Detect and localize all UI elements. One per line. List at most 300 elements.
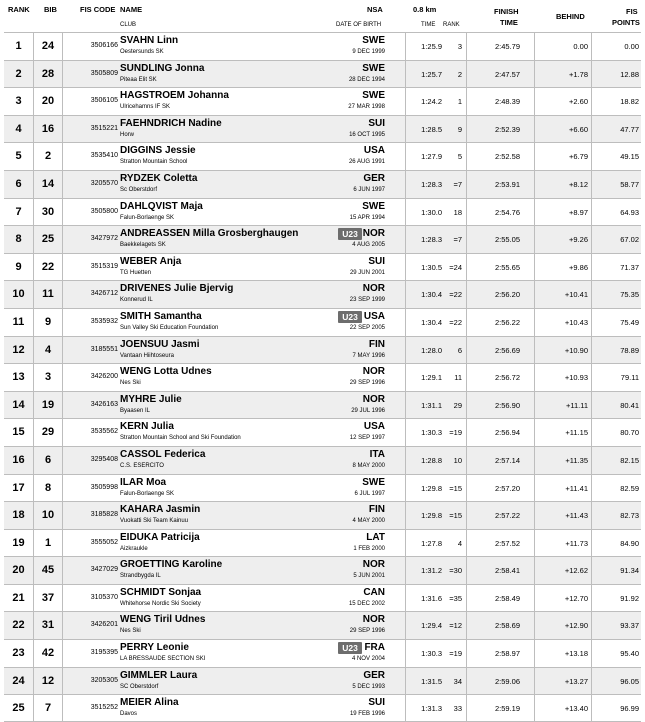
rank-cell: 24: [12, 674, 25, 687]
fis-code-cell: 3506166: [90, 42, 118, 49]
date-of-birth: 19 FEB 1996: [349, 711, 385, 718]
rank-cell: 11: [12, 315, 25, 328]
bib-cell: 4: [44, 343, 52, 356]
nsa-code: NOR: [362, 228, 385, 240]
athlete-name: RYDZEK Coletta: [120, 172, 198, 184]
table-row: [4, 639, 641, 667]
club-name: Falun-Borlaenge SK: [120, 214, 175, 221]
fis-code-cell: 3555052: [90, 538, 118, 546]
fis-code-cell: 3426200: [90, 373, 118, 381]
column-divider: [33, 254, 34, 281]
column-divider: [466, 640, 467, 667]
column-divider: [466, 585, 467, 612]
column-divider: [33, 226, 34, 253]
fis-code-cell: 3426201: [90, 621, 118, 629]
bib-cell: 2: [44, 150, 52, 163]
split-time: 1:25.9: [421, 42, 442, 51]
split-rank: =22: [449, 317, 462, 327]
column-divider: [591, 199, 592, 226]
finish-time: 2:55.65: [494, 262, 520, 272]
column-divider: [534, 143, 535, 170]
time-behind: +8.12: [569, 179, 588, 189]
header-nsa: NSA: [367, 5, 383, 14]
column-divider: [466, 530, 467, 557]
bib-cell: 30: [41, 205, 55, 218]
rank-cell: 17: [12, 481, 25, 494]
split-time: 1:24.2: [421, 97, 442, 107]
column-divider: [466, 447, 467, 474]
nsa-code: USA: [363, 310, 385, 322]
bib-cell: 14: [41, 177, 55, 190]
column-divider: [591, 585, 592, 612]
split-time: 1:29.8: [421, 511, 442, 521]
date-of-birth: 29 JUL 1996: [351, 407, 385, 414]
finish-time: 2:56.94: [494, 428, 520, 438]
fis-code-cell: 3505998: [90, 483, 118, 491]
date-of-birth: 5 DEC 1993: [352, 683, 385, 690]
nsa-code: CAN: [363, 586, 385, 598]
fis-code-cell: 3205305: [90, 676, 118, 684]
column-divider: [591, 116, 592, 143]
column-divider: [33, 585, 34, 612]
column-divider: [33, 171, 34, 198]
column-divider: [591, 475, 592, 502]
column-divider: [62, 612, 63, 639]
column-divider: [534, 309, 535, 336]
column-divider: [466, 695, 467, 721]
split-rank: 33: [453, 704, 462, 714]
nsa-code: SWE: [362, 476, 385, 488]
column-divider: [534, 33, 535, 60]
column-divider: [62, 447, 63, 474]
column-divider: [591, 695, 592, 721]
column-divider: [534, 61, 535, 88]
column-divider: [466, 61, 467, 88]
nsa-code: SWE: [362, 62, 385, 74]
rank-cell: 23: [12, 647, 25, 660]
time-behind: +11.41: [565, 483, 588, 493]
header-behind: BEHIND: [556, 12, 585, 21]
nsa-code: NOR: [362, 283, 385, 295]
header-club: CLUB: [120, 22, 137, 28]
nsa-code: SWE: [362, 200, 385, 212]
finish-time: 2:45.79: [494, 42, 520, 51]
column-divider: [62, 88, 63, 115]
u23-badge: U23: [338, 642, 362, 654]
column-divider: [534, 612, 535, 639]
column-divider: [33, 281, 34, 308]
column-divider: [591, 447, 592, 474]
split-time: 1:28.5: [421, 124, 442, 134]
time-behind: +11.35: [565, 455, 588, 465]
finish-time: 2:52.58: [494, 152, 520, 162]
club-name: Stratton Mountain School and Ski Foundation: [120, 435, 241, 442]
athlete-name: EIDUKA Patricija: [120, 531, 200, 543]
column-divider: [62, 199, 63, 226]
table-row: [4, 32, 641, 60]
club-name: SC Oberstdorf: [120, 683, 159, 690]
table-row: [4, 115, 641, 143]
date-of-birth: 8 MAY 2000: [352, 462, 385, 469]
column-divider: [534, 557, 535, 584]
split-time: 1:27.9: [421, 152, 442, 162]
fis-points: 91.34: [620, 566, 639, 576]
column-divider: [62, 309, 63, 336]
rank-cell: 21: [12, 591, 25, 604]
rank-cell: 2: [15, 67, 22, 80]
column-divider: [591, 337, 592, 364]
athlete-name: KERN Julia: [120, 421, 174, 433]
athlete-name: JOENSUU Jasmi: [120, 338, 200, 350]
rank-cell: 8: [15, 233, 22, 246]
time-behind: +11.73: [565, 538, 588, 548]
split-time: 1:29.4: [421, 621, 442, 631]
rank-cell: 13: [12, 371, 25, 384]
nsa-code: USA: [363, 145, 385, 157]
column-divider: [466, 199, 467, 226]
athlete-name: MYHRE Julie: [120, 393, 182, 405]
fis-points: 71.37: [620, 262, 639, 272]
fis-points: 96.05: [620, 676, 639, 686]
split-time: 1:30.3: [421, 649, 442, 659]
athlete-name: SUNDLING Jonna: [120, 62, 205, 74]
athlete-name: MEIER Alina: [120, 697, 179, 709]
split-time: 1:31.5: [421, 676, 442, 686]
finish-time: 2:56.90: [494, 400, 520, 410]
column-divider: [33, 143, 34, 170]
split-rank: =15: [449, 483, 462, 493]
table-row: [4, 170, 641, 198]
column-divider: [62, 557, 63, 584]
nsa-code: NOR: [362, 614, 385, 626]
athlete-name: FAEHNDRICH Nadine: [120, 117, 222, 129]
column-divider: [534, 447, 535, 474]
fis-points: 64.93: [620, 207, 639, 217]
nsa-code: NOR: [362, 559, 385, 571]
fis-points: 58.77: [620, 179, 639, 189]
club-name: Stratton Mountain School: [120, 159, 188, 166]
header-rank: RANK: [8, 5, 30, 14]
column-divider: [33, 447, 34, 474]
column-divider: [534, 419, 535, 446]
fis-code-cell: 3505800: [90, 207, 118, 215]
rank-cell: 25: [12, 702, 25, 715]
column-divider: [591, 612, 592, 639]
split-rank: 9: [457, 124, 462, 134]
time-behind: +10.43: [564, 317, 588, 327]
bib-cell: 25: [41, 233, 55, 246]
club-name: TG Huetten: [120, 269, 152, 276]
date-of-birth: 29 SEP 1996: [349, 380, 385, 387]
column-divider: [466, 612, 467, 639]
fis-code-cell: 3515252: [90, 704, 118, 712]
column-divider: [62, 337, 63, 364]
table-row: [4, 529, 641, 557]
column-divider: [62, 640, 63, 667]
club-name: Whitehorse Nordic Ski Society: [120, 600, 201, 607]
column-divider: [62, 226, 63, 253]
athlete-name: CASSOL Federica: [120, 448, 206, 460]
bib-cell: 28: [41, 67, 55, 80]
bib-cell: 10: [41, 509, 55, 522]
split-rank: =22: [449, 290, 462, 300]
fis-points: 12.88: [620, 69, 639, 79]
column-divider: [534, 88, 535, 115]
date-of-birth: 6 JUL 1997: [354, 490, 385, 497]
athlete-name: SMITH Samantha: [120, 310, 202, 322]
date-of-birth: 26 AUG 1991: [348, 159, 385, 166]
fis-code-cell: 3105370: [90, 593, 118, 601]
split-time: 1:31.6: [421, 593, 442, 603]
column-divider: [534, 254, 535, 281]
column-divider: [591, 364, 592, 391]
finish-time: 2:57.14: [494, 455, 520, 465]
column-divider: [33, 309, 34, 336]
finish-time: 2:53.91: [494, 179, 520, 189]
fis-code-cell: 3427029: [90, 566, 118, 574]
split-time: 1:30.0: [421, 207, 442, 217]
fis-points: 93.37: [620, 621, 639, 631]
column-divider: [534, 530, 535, 557]
bib-cell: 11: [42, 288, 54, 301]
column-divider: [591, 502, 592, 529]
split-rank: =12: [449, 621, 462, 631]
time-behind: +2.60: [569, 97, 588, 107]
club-name: Konnerud IL: [120, 297, 153, 304]
column-divider: [33, 392, 34, 419]
column-divider: [62, 530, 63, 557]
split-rank: =15: [449, 511, 462, 521]
finish-time: 2:58.97: [494, 649, 520, 659]
nsa-code: NOR: [362, 393, 385, 405]
fis-points: 91.92: [620, 593, 639, 603]
time-behind: +10.41: [564, 290, 588, 300]
rank-cell: 14: [12, 398, 25, 411]
column-divider: [534, 116, 535, 143]
split-rank: 4: [457, 538, 462, 548]
finish-time: 2:55.05: [494, 235, 520, 245]
column-divider: [466, 668, 467, 695]
fis-points: 82.59: [620, 483, 639, 493]
column-divider: [33, 640, 34, 667]
split-rank: 34: [453, 676, 462, 686]
column-divider: [466, 88, 467, 115]
bib-cell: 20: [41, 95, 55, 108]
table-row: [4, 584, 641, 612]
fis-points: 75.35: [620, 290, 639, 300]
time-behind: +12.90: [564, 621, 588, 631]
column-divider: [591, 530, 592, 557]
bib-cell: 45: [41, 564, 55, 577]
split-rank: =24: [449, 262, 462, 272]
column-divider: [33, 475, 34, 502]
nsa-code: FIN: [368, 338, 385, 350]
column-divider: [591, 668, 592, 695]
fis-points: 84.90: [620, 538, 639, 548]
club-name: Horw: [120, 131, 135, 138]
athlete-name: WENG Lotta Udnes: [120, 366, 212, 378]
fis-code-cell: 3426712: [90, 290, 118, 298]
club-name: Byaasen IL: [120, 407, 151, 414]
bib-cell: 24: [41, 40, 55, 52]
column-divider: [466, 143, 467, 170]
date-of-birth: 27 MAR 1998: [348, 104, 385, 111]
column-divider: [534, 364, 535, 391]
fis-points: 49.15: [620, 152, 639, 162]
column-divider: [591, 392, 592, 419]
table-row: [4, 198, 641, 226]
fis-code-cell: 3505809: [90, 69, 118, 77]
fis-points: 80.70: [620, 428, 639, 438]
date-of-birth: 23 SEP 1999: [349, 297, 385, 304]
column-divider: [62, 281, 63, 308]
fis-points: 96.99: [620, 704, 639, 714]
header-split-distance: 0.8 km: [413, 5, 437, 14]
fis-points: 67.02: [620, 235, 639, 245]
club-name: Sc Oberstdorf: [120, 186, 158, 193]
finish-time: 2:56.20: [494, 290, 520, 300]
athlete-name: SCHMIDT Sonjaa: [120, 586, 202, 598]
split-time: 1:29.1: [421, 373, 442, 383]
column-divider: [466, 254, 467, 281]
date-of-birth: 12 SEP 1997: [349, 435, 385, 442]
time-behind: +11.15: [565, 428, 588, 438]
bib-cell: 9: [44, 315, 52, 328]
bib-cell: 1: [44, 536, 52, 549]
time-behind: +12.62: [564, 566, 588, 576]
athlete-name: ILAR Moa: [120, 476, 167, 488]
column-divider: [591, 88, 592, 115]
split-rank: 11: [454, 373, 462, 383]
rank-cell: 22: [12, 619, 25, 632]
split-rank: 6: [457, 345, 462, 355]
nsa-code: SUI: [368, 117, 385, 129]
club-name: Baekkelagets SK: [120, 242, 166, 249]
column-divider: [62, 695, 63, 721]
nsa-code: SUI: [368, 255, 385, 267]
fis-points: 75.49: [620, 317, 639, 327]
athlete-name: GIMMLER Laura: [120, 669, 198, 681]
column-divider: [62, 171, 63, 198]
results-table: [4, 32, 641, 722]
time-behind: +10.90: [564, 345, 588, 355]
bib-cell: 7: [44, 702, 52, 715]
column-divider: [466, 281, 467, 308]
split-rank: 3: [457, 42, 462, 51]
table-row: [4, 611, 641, 639]
bib-cell: 16: [41, 122, 55, 135]
athlete-name: WENG Tiril Udnes: [120, 614, 206, 626]
column-divider: [33, 116, 34, 143]
split-time: 1:29.8: [421, 483, 442, 493]
table-row: [4, 556, 641, 584]
fis-code-cell: 3535562: [90, 428, 118, 436]
header-finish-time: TIME: [500, 18, 518, 27]
club-name: Piteaa Elit SK: [120, 76, 157, 83]
bib-cell: 3: [44, 371, 52, 384]
column-divider: [33, 557, 34, 584]
athlete-name: GROETTING Karoline: [120, 559, 223, 571]
time-behind: +13.27: [564, 676, 588, 686]
date-of-birth: 4 NOV 2004: [351, 656, 385, 663]
column-divider: [62, 585, 63, 612]
column-divider: [466, 309, 467, 336]
rank-cell: 10: [12, 288, 25, 301]
finish-time: 2:52.39: [494, 124, 520, 134]
column-divider: [62, 143, 63, 170]
column-divider: [62, 668, 63, 695]
column-divider: [534, 171, 535, 198]
time-behind: 0.00: [573, 42, 588, 51]
table-row: [4, 142, 641, 170]
time-behind: +13.18: [564, 649, 588, 659]
nsa-code: ITA: [369, 448, 385, 460]
column-divider: [534, 392, 535, 419]
table-row: [4, 474, 641, 502]
split-time: 1:30.4: [421, 317, 442, 327]
nsa-code: USA: [363, 421, 385, 433]
club-name: Vantaan Hiihtoseura: [120, 352, 174, 359]
split-rank: =7: [453, 179, 462, 189]
fis-points: 18.82: [620, 97, 639, 107]
club-name: Sun Valley Ski Education Foundation: [120, 324, 219, 331]
split-rank: =7: [453, 235, 462, 245]
split-rank: 2: [457, 69, 462, 79]
column-divider: [534, 585, 535, 612]
table-row: [4, 280, 641, 308]
rank-cell: 7: [15, 205, 22, 218]
fis-points: 78.89: [620, 345, 639, 355]
finish-time: 2:56.72: [494, 373, 520, 383]
table-row: [4, 667, 641, 695]
fis-code-cell: 3205570: [90, 179, 118, 187]
column-divider: [62, 254, 63, 281]
fis-code-cell: 3185828: [90, 511, 118, 519]
athlete-name: DRIVENES Julie Bjervig: [120, 283, 234, 295]
split-time: 1:30.4: [421, 290, 442, 300]
date-of-birth: 1 FEB 2000: [353, 545, 385, 552]
time-behind: +6.60: [569, 124, 588, 134]
column-divider: [534, 640, 535, 667]
table-row: [4, 446, 641, 474]
column-divider: [62, 475, 63, 502]
date-of-birth: 28 DEC 1994: [348, 76, 385, 83]
column-divider: [534, 281, 535, 308]
split-time: 1:31.3: [421, 704, 442, 714]
rank-cell: 18: [12, 509, 25, 522]
rank-cell: 15: [12, 426, 25, 439]
rank-cell: 1: [15, 40, 22, 52]
finish-time: 2:56.22: [494, 317, 520, 327]
time-behind: +10.93: [564, 373, 588, 383]
club-name: C.S. ESERCITO: [120, 462, 164, 469]
table-row: [4, 308, 641, 336]
athlete-name: WEBER Anja: [120, 255, 182, 267]
column-divider: [591, 281, 592, 308]
fis-code-cell: 3506105: [90, 97, 118, 105]
finish-time: 2:58.49: [494, 593, 520, 603]
bib-cell: 31: [41, 619, 55, 632]
column-divider: [591, 61, 592, 88]
fis-code-cell: 3535932: [90, 317, 118, 325]
split-time: 1:28.8: [421, 455, 442, 465]
fis-points: 79.11: [620, 373, 639, 383]
rank-cell: 5: [15, 150, 22, 163]
split-time: 1:25.7: [421, 69, 442, 79]
column-divider: [33, 668, 34, 695]
date-of-birth: 16 OCT 1995: [349, 131, 385, 138]
column-divider: [62, 61, 63, 88]
